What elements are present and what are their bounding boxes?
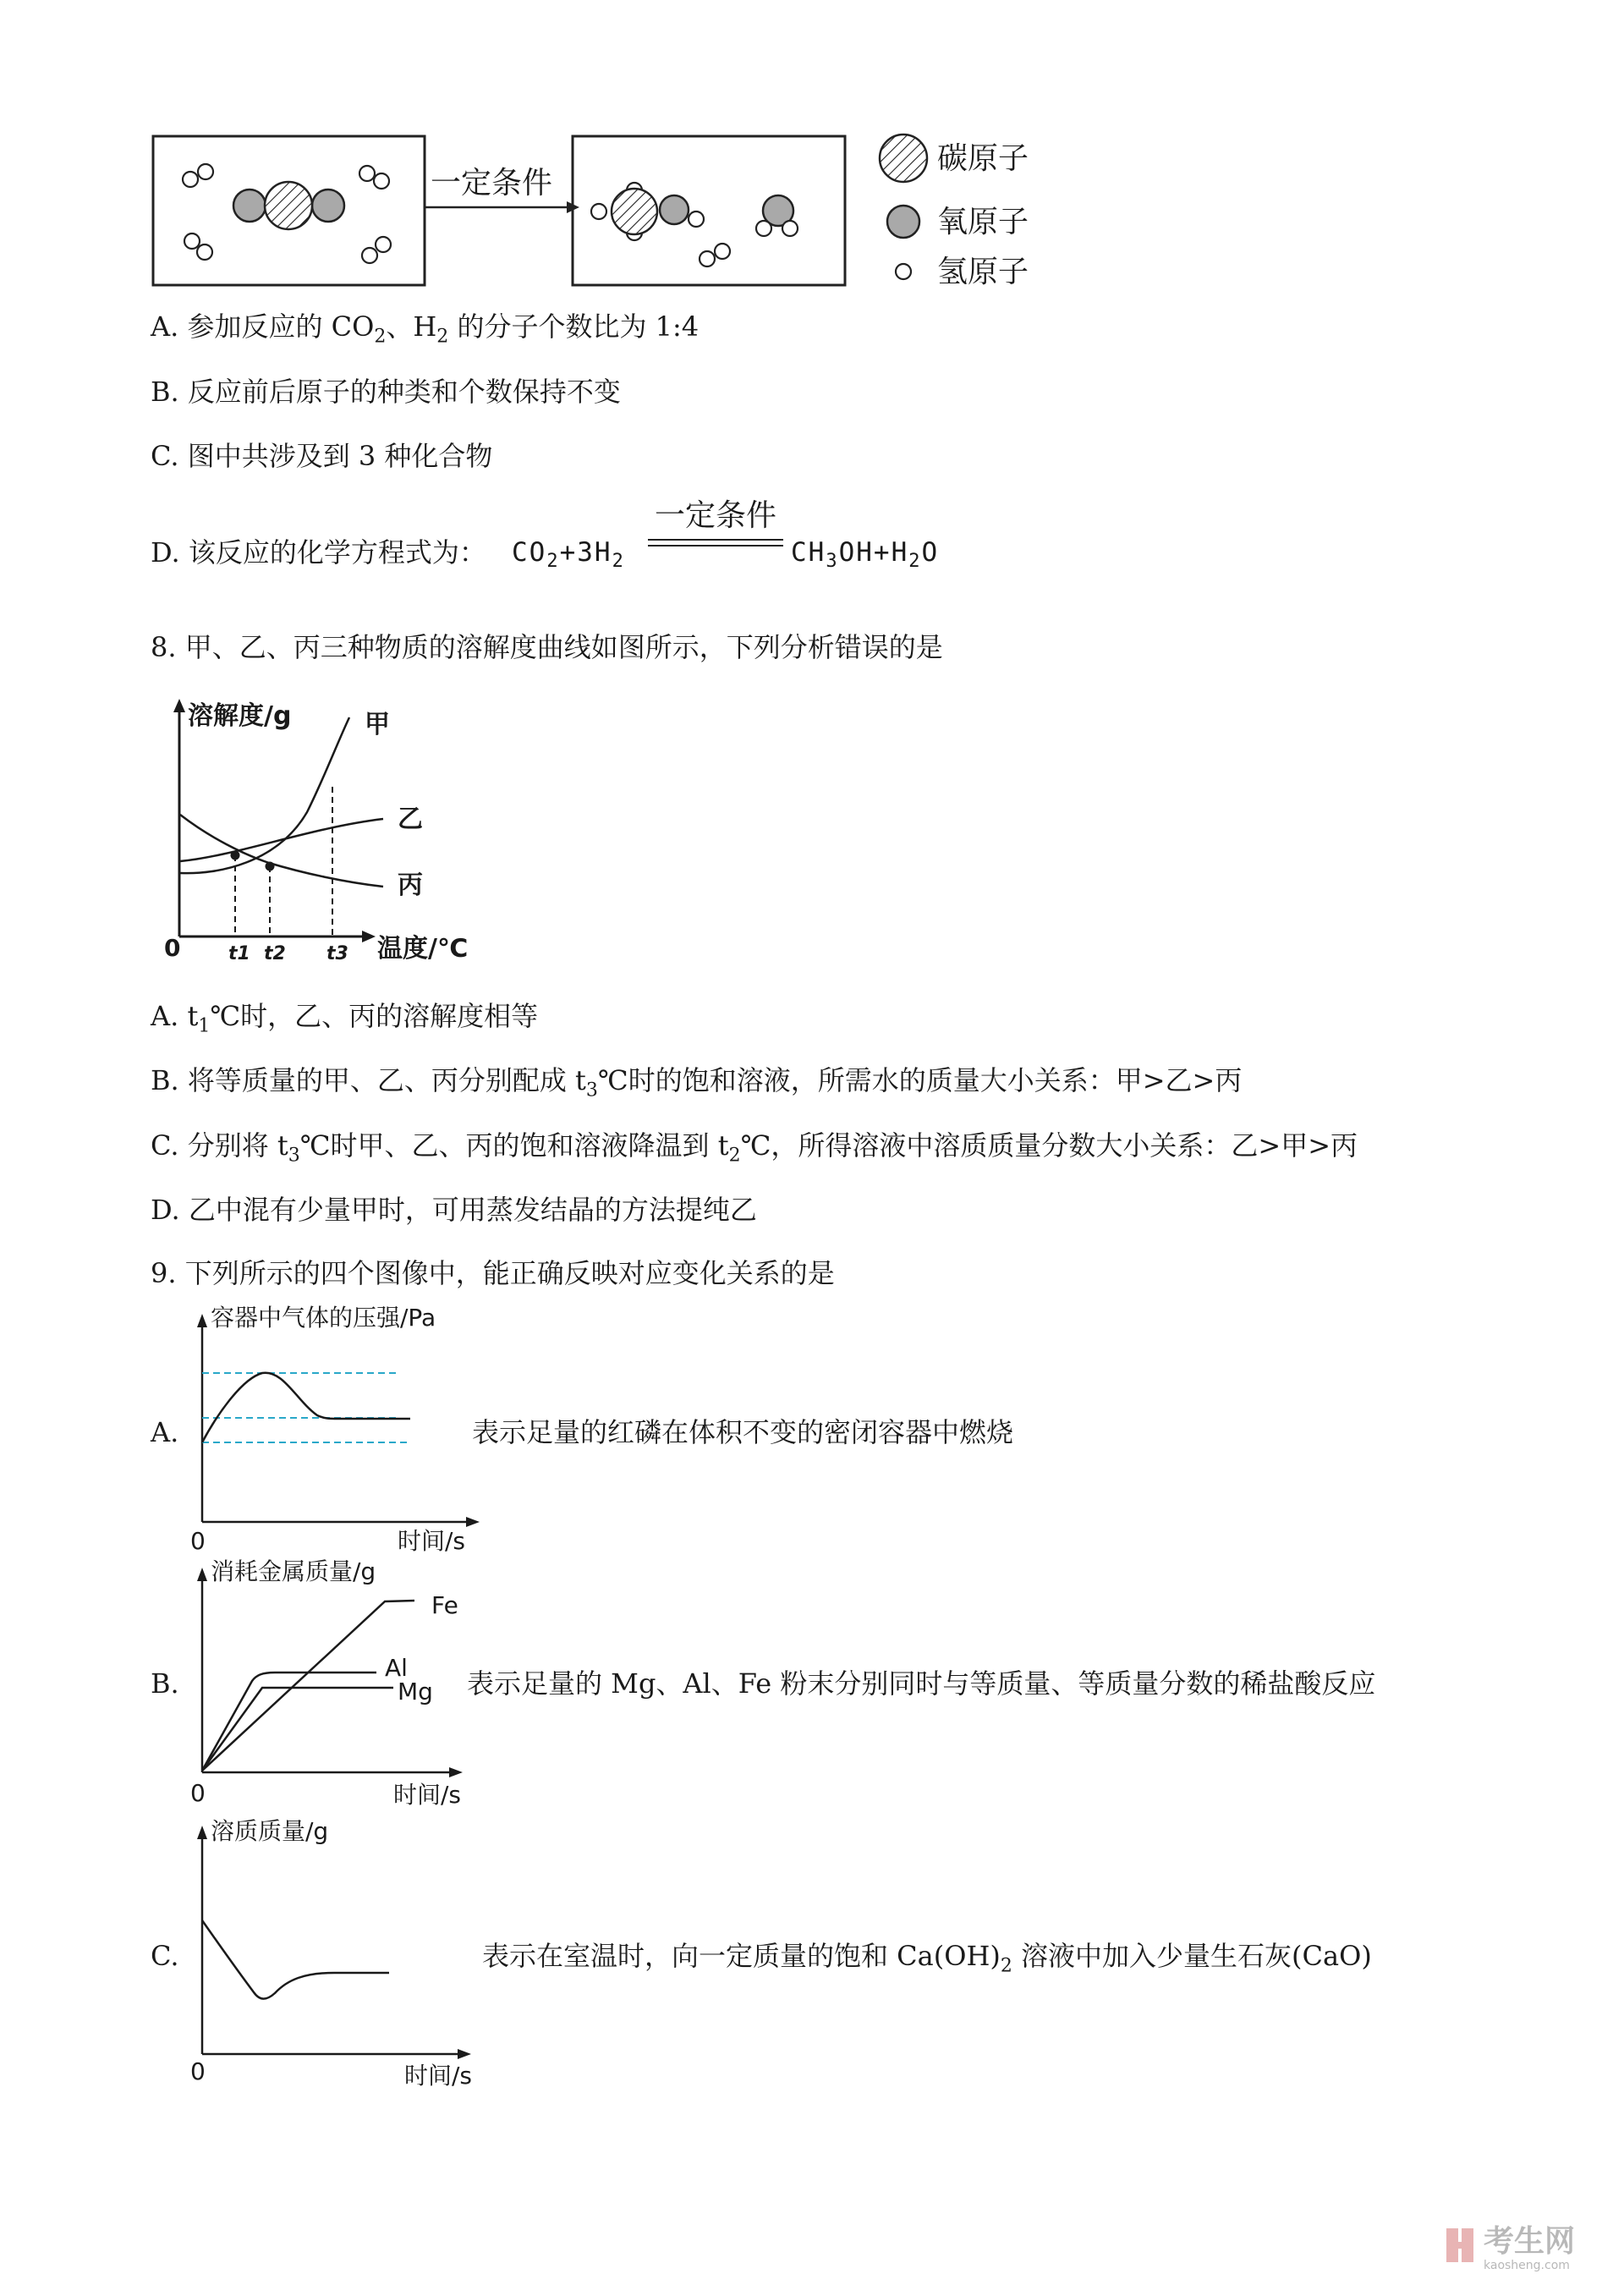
equals-sign-bottom [648, 545, 783, 547]
q7-option-b [151, 375, 621, 409]
subscript: 3 [288, 1145, 300, 1167]
q8-option-d [151, 1193, 757, 1227]
option-text: 参加反应的 CO [187, 310, 375, 343]
co2-molecule [233, 182, 344, 229]
formula-part: CO [512, 537, 547, 568]
solubility-chart [159, 694, 480, 969]
x-axis-arrow [466, 1517, 480, 1527]
legend-hydrogen-label: 氢原子 [937, 255, 1029, 289]
q9b-metal-chart [182, 1552, 478, 1815]
x-axis-title: 时间/s [404, 2062, 473, 2090]
y-axis-arrow [197, 1568, 207, 1581]
x-tick-t1: t1 [228, 943, 250, 964]
q7-option-d [151, 536, 486, 569]
solute-curve [202, 1920, 389, 1999]
option-text: 乙中混有少量甲时，可用蒸发结晶的方法提纯乙 [188, 1194, 757, 1226]
reaction-diagram [144, 123, 1057, 292]
series-label-yi: 乙 [398, 805, 423, 834]
subscript: 1 [198, 1015, 211, 1037]
x-axis-arrow [458, 2049, 471, 2059]
option-letter: C. [151, 1129, 179, 1162]
legend-hydrogen [896, 255, 1029, 289]
q9-option-a-letter: A. [151, 1416, 179, 1448]
formula-part: +3H [559, 537, 612, 568]
x-tick-t3: t3 [326, 943, 348, 964]
q8-option-a [151, 999, 539, 1037]
option-text: t [178, 1000, 199, 1032]
formula-part: OH+H [838, 537, 909, 568]
curve-jia [180, 717, 349, 873]
q9c-solute-chart [182, 1810, 486, 2094]
option-text: 该反应的化学方程式为： [188, 536, 486, 569]
q7-option-c [151, 439, 492, 473]
equation-rhs [791, 536, 940, 573]
y-axis-title: 消耗金属质量/g [211, 1557, 376, 1585]
y-axis-title: 容器中气体的压强/Pa [211, 1304, 436, 1332]
subscript: 2 [436, 326, 449, 348]
option-text: ℃，所得溶液中溶质质量分数大小关系：乙>甲>丙 [740, 1129, 1358, 1162]
x-axis-arrow [362, 931, 376, 942]
equation-condition [648, 498, 783, 547]
formula-part: CH [791, 537, 826, 568]
option-text: ℃时，乙、丙的溶解度相等 [210, 1000, 539, 1032]
x-axis-title: 时间/s [398, 1527, 466, 1555]
q9a-pressure-chart [182, 1299, 495, 1561]
option-text: 反应前后原子的种类和个数保持不变 [187, 376, 621, 408]
x-axis-title: 时间/s [393, 1781, 462, 1809]
y-axis-arrow [173, 699, 185, 712]
h2-molecule [700, 244, 730, 266]
q9-option-b-letter: B. [151, 1667, 179, 1700]
legend-carbon-label: 碳原子 [937, 141, 1029, 176]
q8-option-b [151, 1063, 1243, 1101]
x-tick-t2: t2 [264, 943, 286, 964]
series-label-jia: 甲 [365, 710, 390, 739]
watermark-logo-icon [1446, 2228, 1475, 2262]
subscript: 2 [728, 1145, 741, 1167]
origin-label: 0 [190, 1527, 206, 1555]
watermark-brand: 考生网 [1484, 2224, 1576, 2259]
option-text: 溶液中加入少量生石灰(CaO) [1012, 1940, 1372, 1972]
curve-bing [180, 815, 383, 887]
legend-oxygen [887, 205, 1029, 239]
y-axis-title: 溶质质量/g [211, 1817, 329, 1845]
series-label-bing: 丙 [398, 871, 423, 900]
equation-lhs [512, 536, 625, 573]
mg-line [202, 1688, 393, 1771]
q9-option-c-text [482, 1939, 1372, 1977]
option-text: ℃时的饱和溶液，所需水的质量大小关系：甲>乙>丙 [597, 1064, 1243, 1096]
q8-option-c [151, 1129, 1358, 1167]
subscript: 2 [546, 551, 560, 573]
option-letter: C. [151, 440, 179, 472]
legend-oxygen-label: 氧原子 [937, 205, 1029, 239]
subscript: 2 [908, 551, 922, 573]
option-text: 分别将 t [187, 1129, 288, 1162]
origin-label: 0 [190, 2057, 206, 2085]
series-label-fe: Fe [431, 1591, 458, 1619]
subscript: 3 [826, 551, 839, 573]
option-text: 将等质量的甲、乙、丙分别配成 t [187, 1064, 586, 1096]
equals-sign-top [648, 539, 783, 541]
q7-option-a [151, 310, 700, 348]
watermark [1446, 2225, 1607, 2276]
option-letter: A. [151, 310, 179, 343]
y-axis-title: 溶解度/g [188, 701, 292, 731]
h2-molecule [362, 237, 391, 263]
series-label-al: Al [385, 1654, 408, 1682]
curve-yi [180, 819, 383, 861]
pressure-curve [202, 1373, 410, 1442]
origin-label: 0 [164, 934, 181, 962]
ch3oh-molecule [591, 183, 704, 240]
y-axis-arrow [197, 1314, 207, 1327]
series-label-mg: Mg [398, 1678, 433, 1706]
option-text: 、H [386, 310, 437, 343]
h2o-molecule [756, 195, 798, 236]
x-axis-arrow [449, 1767, 463, 1777]
option-text: 表示在室温时，向一定质量的饱和 Ca(OH) [482, 1940, 1001, 1972]
legend-carbon [880, 135, 1029, 182]
option-text: ℃时甲、乙、丙的饱和溶液降温到 t [299, 1129, 729, 1162]
option-text: 图中共涉及到 3 种化合物 [187, 440, 493, 472]
h2-molecule [359, 166, 389, 189]
condition-text: 一定条件 [654, 498, 776, 533]
option-letter: D. [151, 536, 180, 569]
watermark-url: kaosheng.com [1484, 2259, 1570, 2272]
h2-molecule [183, 164, 213, 187]
option-letter: B. [151, 1064, 179, 1096]
subscript: 2 [612, 551, 625, 573]
y-axis-arrow [197, 1826, 207, 1839]
subscript: 2 [374, 326, 387, 348]
subscript: 2 [1000, 1955, 1012, 1977]
formula-part: O [921, 537, 940, 568]
fe-line [202, 1601, 414, 1771]
origin-label: 0 [190, 1779, 206, 1807]
q9-stem: 9. 下列所示的四个图像中，能正确反映对应变化关系的是 [151, 1257, 835, 1289]
h2-molecule [184, 233, 212, 260]
subscript: 3 [585, 1079, 598, 1101]
q9-option-a-text: 表示足量的红磷在体积不变的密闭容器中燃烧 [472, 1416, 1014, 1448]
option-letter: B. [151, 376, 179, 408]
option-letter: A. [151, 1000, 179, 1032]
arrow-condition-label: 一定条件 [431, 166, 553, 200]
x-axis-title: 温度/℃ [377, 934, 469, 964]
q8-stem: 8. 甲、乙、丙三种物质的溶解度曲线如图所示，下列分析错误的是 [151, 631, 943, 663]
q9-option-c-letter: C. [151, 1940, 179, 1972]
option-letter: D. [151, 1194, 180, 1226]
q9-option-b-text: 表示足量的 Mg、Al、Fe 粉末分别同时与等质量、等质量分数的稀盐酸反应 [467, 1667, 1376, 1700]
option-text: 的分子个数比为 1:4 [448, 310, 700, 343]
